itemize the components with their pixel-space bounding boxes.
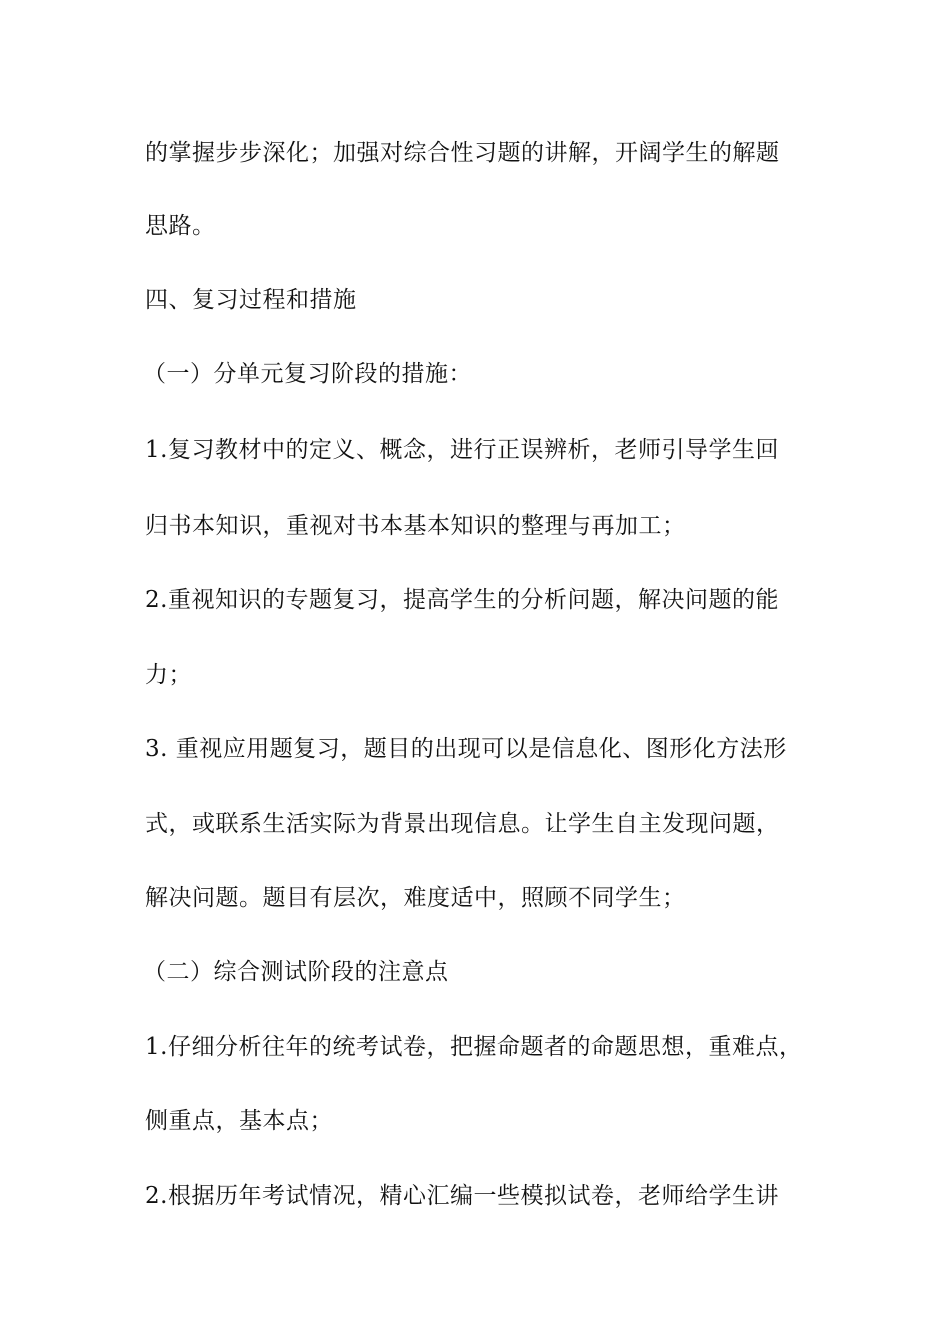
text-line: 1.复习教材中的定义、概念，进行正误辨析，老师引导学生回 [145,437,779,463]
text-line: 2.重视知识的专题复习，提高学生的分析问题，解决问题的能 [145,587,779,613]
subsection-heading: （二）综合测试阶段的注意点 [143,959,449,985]
subsection-heading: （一）分单元复习阶段的措施： [143,361,472,387]
text-line: 3. 重视应用题复习，题目的出现可以是信息化、图形化方法形 [145,736,787,762]
text-line: 侧重点，基本点； [145,1108,333,1134]
text-line: 2.根据历年考试情况，精心汇编一些模拟试卷，老师给学生讲 [145,1183,779,1209]
text-line: 解决问题。题目有层次，难度适中，照顾不同学生； [145,885,686,911]
text-line: 的掌握步步深化；加强对综合性习题的讲解，开阔学生的解题 [145,140,780,166]
text-line: 力； [145,662,192,688]
text-line: 思路。 [145,213,216,239]
text-line: 式，或联系生活实际为背景出现信息。让学生自主发现问题， [145,811,780,837]
text-line: 1.仔细分析往年的统考试卷，把握命题者的命题思想，重难点， [145,1034,803,1060]
text-line: 归书本知识，重视对书本基本知识的整理与再加工； [145,513,686,539]
section-heading: 四、复习过程和措施 [145,287,357,313]
